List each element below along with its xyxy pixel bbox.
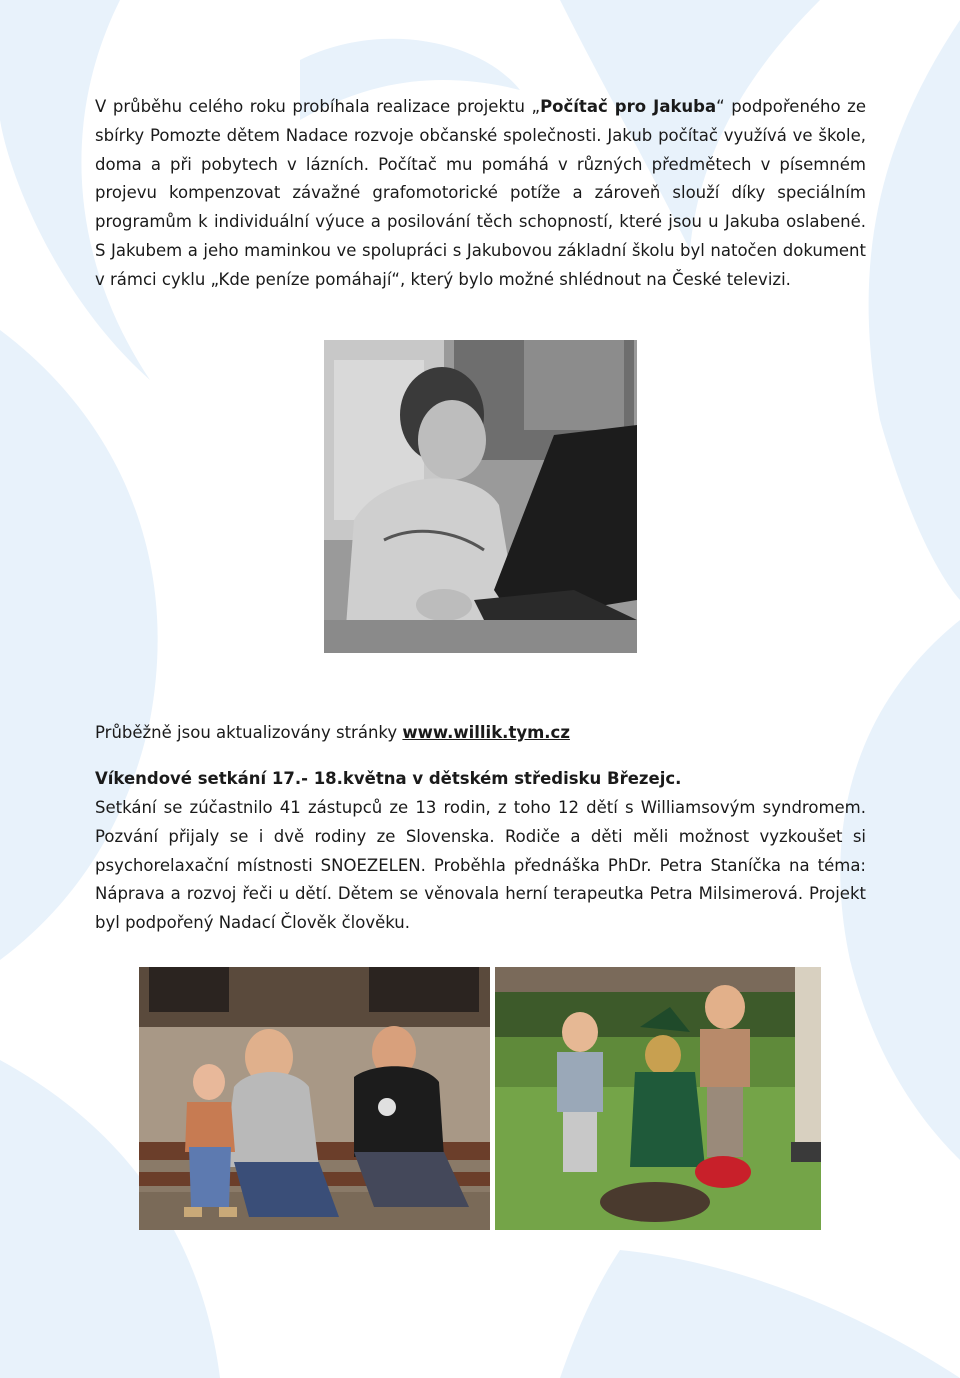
website-note [95,719,866,748]
event-heading: Víkendové setkání 17.- 18.května v dětském středisku Březejc. [95,769,682,788]
photo-family-on-bench [139,967,490,1230]
project-name: Počítač pro Jakuba [540,97,717,116]
website-note-text: Průběžně jsou aktualizovány stránky [95,723,403,742]
intro-text-start: V průběhu celého roku probíhala realizace projektu „ [95,97,541,116]
website-link[interactable]: www.willik.tym.cz [402,723,570,742]
intro-text-rest: “ podpořeného ze sbírky Pomozte dětem Nadace rozvoje občanské společnosti. Jakub počítač využívá ve škole, doma a při pobytech v lázních. Počítač mu pomáhá v různých předmětech v písemném projevu kompenzovat závažné grafomotorické potíže a zároveň slouží díky speciálním programům k individuální výuce a posilování těch schopností, které jsou u Jakuba oslabené. S Jakubem a jeho maminkou ve spolupráci s Jakubovou základní školu byl natočen dokument v rámci cyklu „Kde peníze pomáhají“, který bylo možné shlédnout na České televizi. [95,97,866,289]
intro-paragraph [95,93,866,295]
photo-boy-at-laptop [324,340,637,653]
event-paragraph: Setkání se zúčastnilo 41 zástupců ze 13 rodin, z toho 12 dětí s Williamsovým syndromem. Pozvání přijaly se i dvě rodiny ze Slovenska. Rodiče a děti měli možnost vyzkoušet si psychorelaxační místnosti SNOEZELEN. Proběhla přednáška PhDr. Petra Staníčka na téma: Náprava a rozvoj řeči u dětí. Dětem se věnovala herní terapeutka Petra Milsimerová. Projekt byl podpořený Nadací Člověk člověku. [95,798,866,933]
photo-children-with-statue [495,967,821,1230]
